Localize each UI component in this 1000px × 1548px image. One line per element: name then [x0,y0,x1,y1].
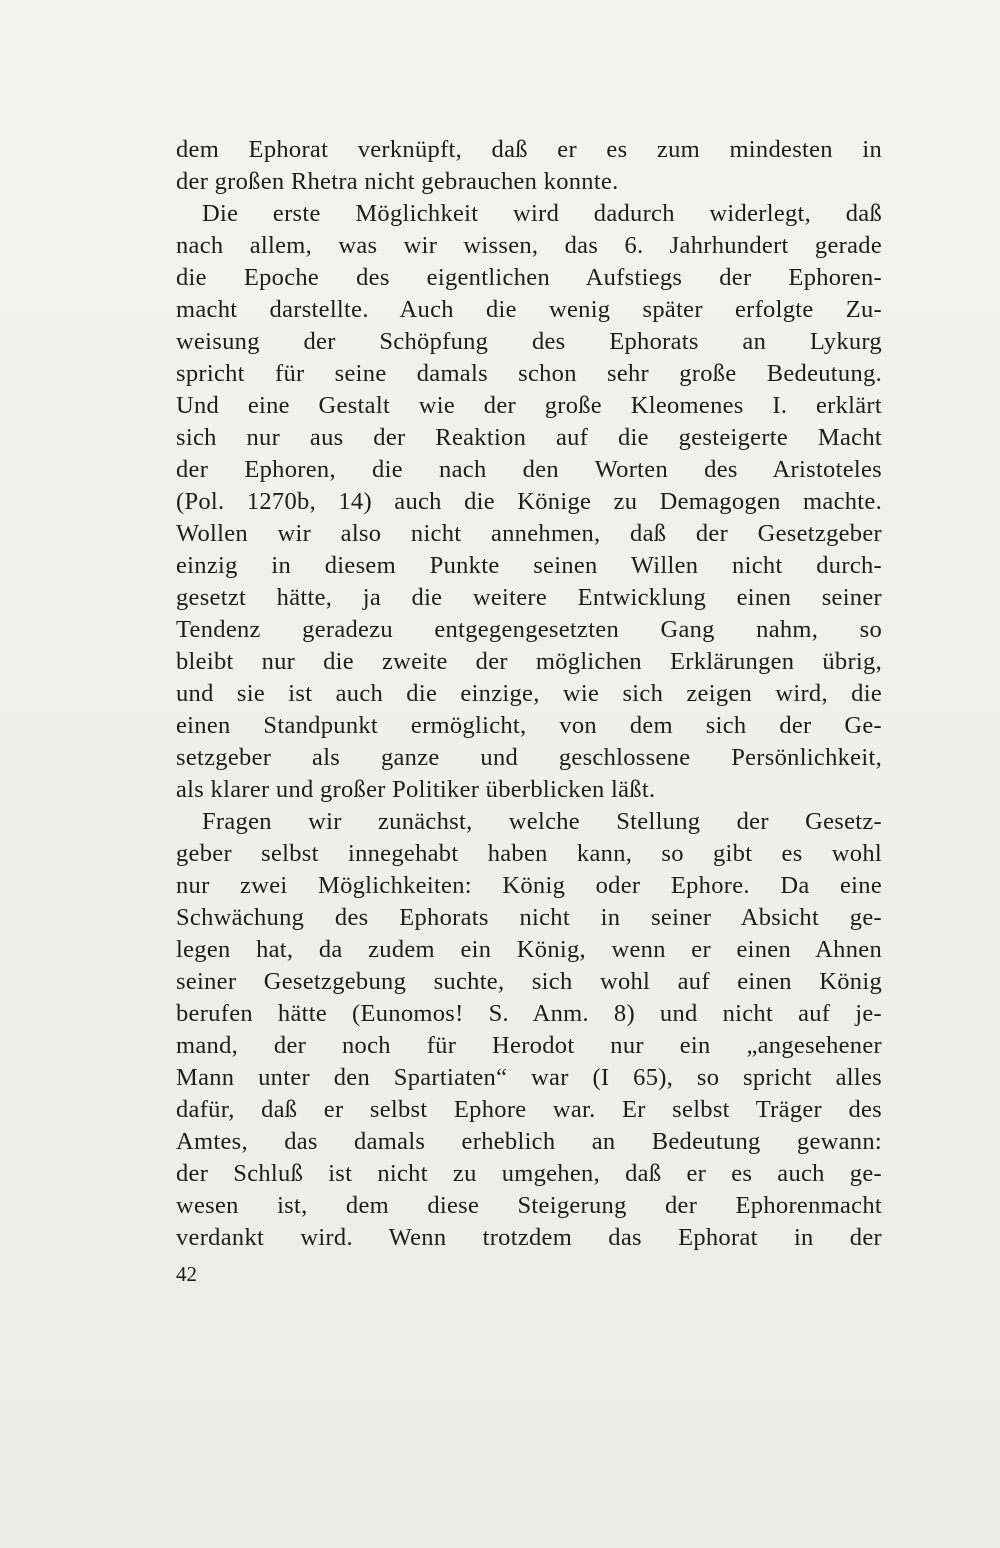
text-line: der großen Rhetra nicht gebrauchen konnte. [176,168,619,195]
text-line: weisung der Schöpfung des Ephorats an Lykurg [176,328,882,355]
text-line: verdankt wird. Wenn trotzdem das Ephorat in der [176,1224,882,1251]
text-line: sich nur aus der Reaktion auf die gesteigerte Macht [176,424,882,451]
text-line: dem Ephorat verknüpft, daß er es zum mindesten in [176,136,882,163]
text-line: nur zwei Möglichkeiten: König oder Ephore. Da eine [176,872,882,899]
text-line: Fragen wir zunächst, welche Stellung der Gesetz- [202,808,882,835]
text-line: seiner Gesetzgebung suchte, sich wohl auf einen König [176,968,882,995]
text-line: berufen hätte (Eunomos! S. Anm. 8) und nicht auf je- [176,1000,882,1027]
text-line: Und eine Gestalt wie der große Kleomenes I. erklärt [176,392,882,419]
text-line: die Epoche des eigentlichen Aufstiegs der Ephoren- [176,264,882,291]
text-line: und sie ist auch die einzige, wie sich zeigen wird, die [176,680,882,707]
body-text [176,134,882,1254]
text-line: Mann unter den Spartiaten“ war (I 65), so spricht alles [176,1064,882,1091]
text-line: Wollen wir also nicht annehmen, daß der Gesetzgeber [176,520,882,547]
text-line: geber selbst innegehabt haben kann, so gibt es wohl [176,840,882,867]
page-number: 42 [176,1262,197,1286]
text-line: einzig in diesem Punkte seinen Willen nicht durch- [176,552,882,579]
text-line: der Schluß ist nicht zu umgehen, daß er es auch ge- [176,1160,882,1187]
text-line: legen hat, da zudem ein König, wenn er einen Ahnen [176,936,882,963]
text-line: spricht für seine damals schon sehr große Bedeutung. [176,360,882,387]
text-line: macht darstellte. Auch die wenig später erfolgte Zu- [176,296,882,323]
text-line: Amtes, das damals erheblich an Bedeutung gewann: [176,1128,882,1155]
text-line: gesetzt hätte, ja die weitere Entwicklung einen seiner [176,584,882,611]
text-line: (Pol. 1270b, 14) auch die Könige zu Demagogen machte. [176,488,882,515]
text-line: bleibt nur die zweite der möglichen Erklärungen übrig, [176,648,882,675]
text-line: setzgeber als ganze und geschlossene Persönlichkeit, [176,744,882,771]
text-line: der Ephoren, die nach den Worten des Aristoteles [176,456,882,483]
text-line: Schwächung des Ephorats nicht in seiner Absicht ge- [176,904,882,931]
text-line: nach allem, was wir wissen, das 6. Jahrhundert gerade [176,232,882,259]
text-line: Tendenz geradezu entgegengesetzten Gang nahm, so [176,616,882,643]
text-line: einen Standpunkt ermöglicht, von dem sich der Ge- [176,712,882,739]
text-line: wesen ist, dem diese Steigerung der Ephorenmacht [176,1192,882,1219]
text-line: mand, der noch für Herodot nur ein „angesehener [176,1032,882,1059]
text-line: als klarer und großer Politiker überblicken läßt. [176,776,656,803]
text-line: Die erste Möglichkeit wird dadurch widerlegt, daß [202,200,882,227]
text-line: dafür, daß er selbst Ephore war. Er selbst Träger des [176,1096,882,1123]
